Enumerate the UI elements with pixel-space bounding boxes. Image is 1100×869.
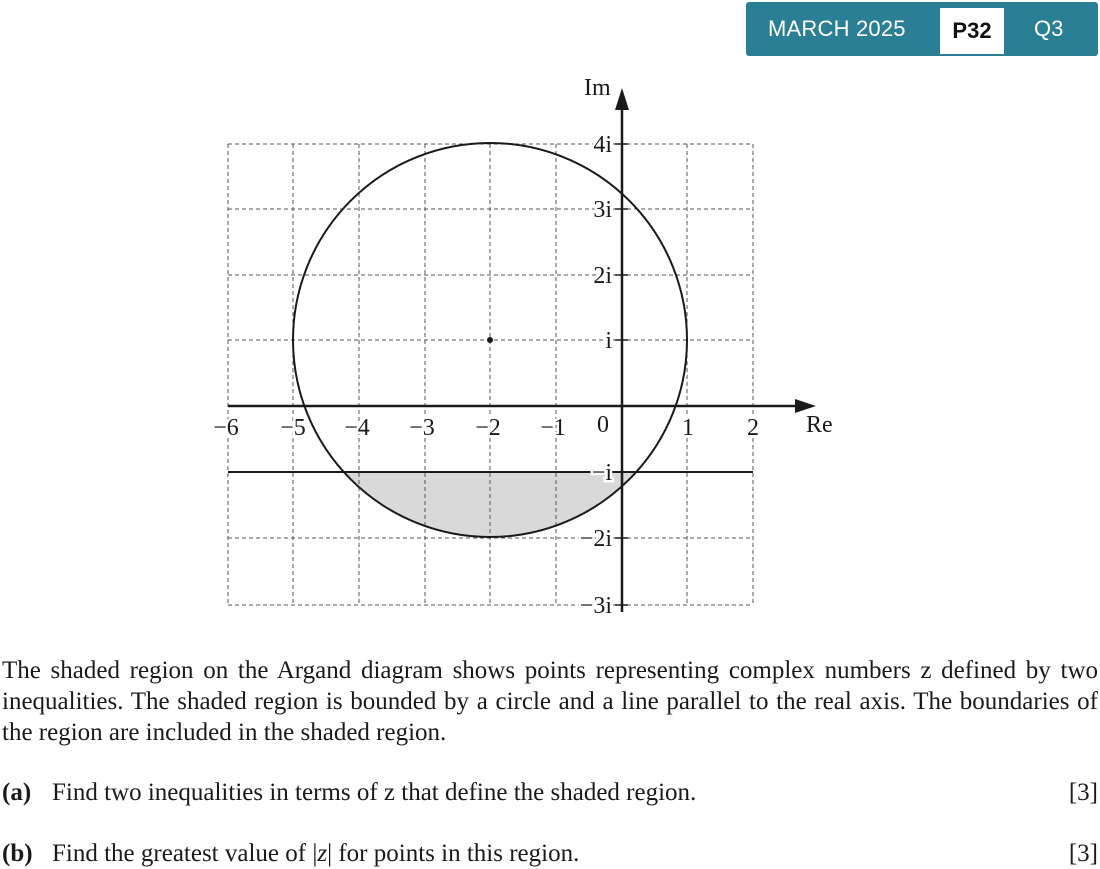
- y-tick-label: 2i: [593, 263, 612, 289]
- x-tick-label: 2: [747, 415, 759, 441]
- x-tick-label: −6: [213, 415, 239, 441]
- question-paragraph: The shaded region on the Argand diagram shows points representing complex numbers z defined by two inequalities. The shaded region is bounded by a circle and a line parallel to the real axis. The boundaries of the region are included in the shaded region.: [2, 657, 1098, 746]
- y-axis-label: Im: [584, 75, 611, 101]
- x-tick-label: 0: [597, 412, 609, 438]
- y-tick-label: −2i: [579, 526, 612, 552]
- y-tick-label: −3i: [579, 593, 612, 619]
- y-tick-label: 4i: [593, 132, 612, 158]
- x-tick-label: −2: [475, 415, 501, 441]
- x-tick-labels: [213, 412, 759, 441]
- y-tick-labels: [580, 132, 613, 619]
- part-marks: [3]: [1068, 840, 1098, 867]
- exam-session: MARCH 2025: [768, 16, 906, 41]
- x-tick-label: −1: [540, 415, 566, 441]
- x-tick-label: −4: [344, 415, 370, 441]
- part-text-after: for points in this region.: [338, 840, 580, 867]
- y-tick-label: i: [605, 328, 612, 354]
- y-tick-label: −i: [591, 460, 612, 486]
- x-tick-label: 1: [682, 415, 694, 441]
- part-label: (b): [2, 840, 33, 867]
- real-axis-arrow: [795, 399, 816, 413]
- part-text: [52, 839, 579, 869]
- x-tick-label: −5: [280, 415, 306, 441]
- part-marks: [3]: [1068, 779, 1098, 806]
- y-tick-label: 3i: [593, 197, 612, 223]
- modulus-variable: z: [317, 840, 328, 867]
- question-number: Q3: [1034, 16, 1064, 41]
- part-label: (a): [2, 779, 32, 806]
- modulus-expression: |z|: [312, 840, 333, 867]
- paper-code: P32: [940, 8, 1004, 54]
- part-text-before: Find the greatest value of: [52, 840, 307, 867]
- part-text: Find two inequalities in terms of z that define the shaded region.: [52, 779, 697, 806]
- x-axis-label: Re: [806, 412, 833, 438]
- imaginary-axis-arrow: [615, 88, 629, 110]
- x-tick-label: −3: [409, 415, 435, 441]
- circle-center-point: [487, 337, 493, 343]
